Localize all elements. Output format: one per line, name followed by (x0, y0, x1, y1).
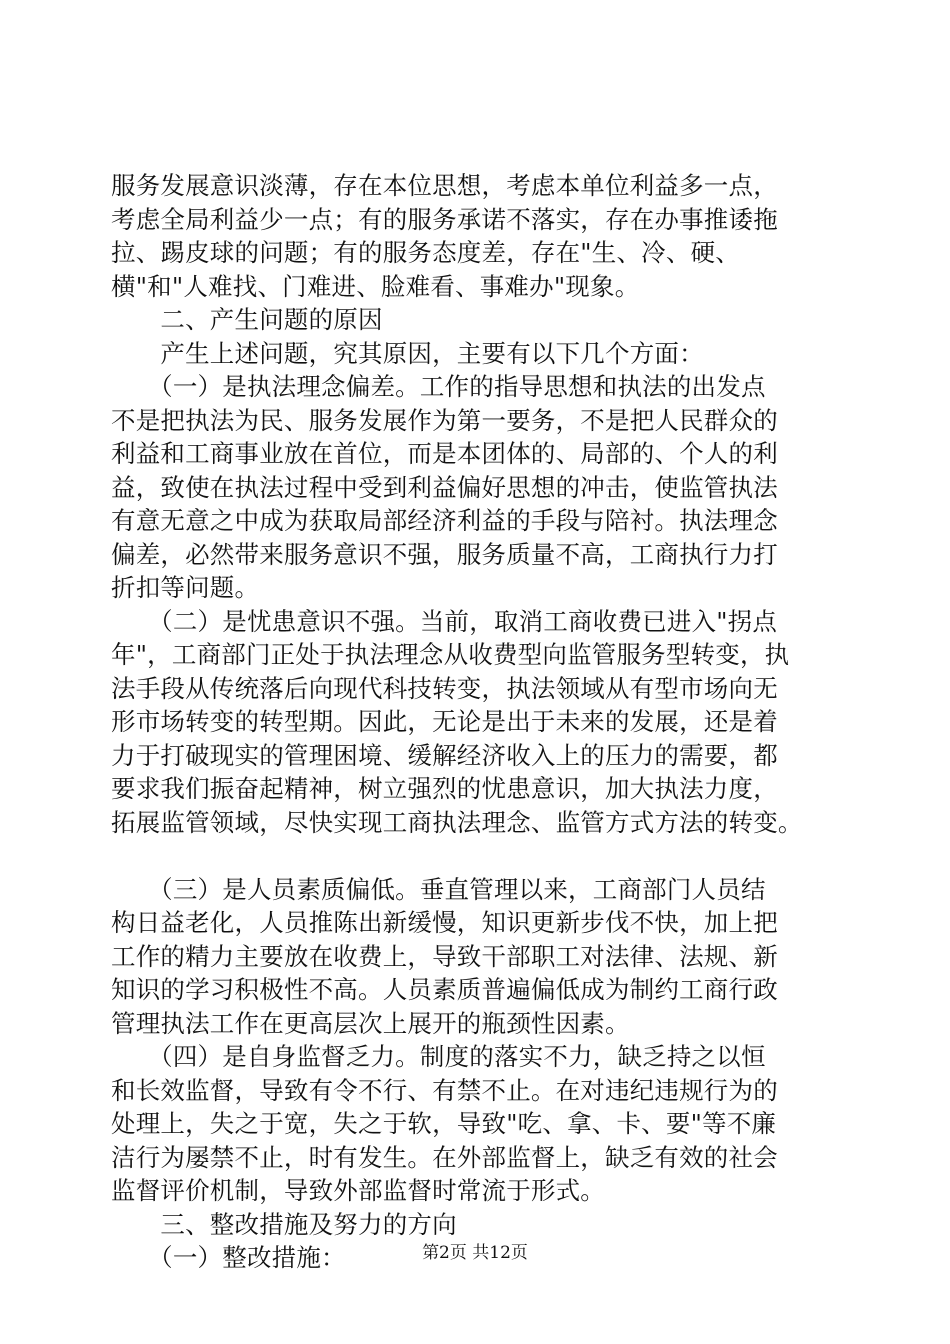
section-heading: 三、整改措施及努力的方向 (111, 1209, 457, 1239)
text-line: 形市场转变的转型期。因此，无论是出于未来的发展，还是着 (111, 707, 778, 736)
text-line: 折扣等问题。 (111, 573, 260, 602)
section-heading: 二、产生问题的原因 (111, 305, 383, 334)
text-line: 处理上，失之于宽，失之于软，导致"吃、拿、卡、要"等不廉 (111, 1109, 777, 1138)
subsection-heading: （一）整改措施： (111, 1243, 346, 1272)
blank-line (111, 839, 841, 873)
text-line: 法手段从传统落后向现代科技转变，执法领域从有型市场向无 (111, 673, 778, 703)
text-line: 监督评价机制，导致外部监督时常流于形式。 (111, 1176, 605, 1205)
text-line: 工作的精力主要放在收费上，导致干部职工对法律、法规、新 (111, 941, 778, 971)
text-line: 不是把执法为民、服务发展作为第一要务，不是把人民群众的 (111, 405, 778, 435)
text-line: 和长效监督，导致有令不行、有禁不止。在对违纪违规行为的 (111, 1075, 778, 1105)
text-line: 利益和工商事业放在首位，而是本团体的、局部的、个人的利 (111, 439, 778, 468)
text-line: 洁行为屡禁不止，时有发生。在外部监督上，缺乏有效的社会 (111, 1142, 778, 1172)
text-line: 知识的学习积极性不高。人员素质普遍偏低成为制约工商行政 (111, 975, 778, 1004)
text-line: 服务发展意识淡薄，存在本位思想，考虑本单位利益多一点， (111, 171, 778, 200)
text-line: 考虑全局利益少一点；有的服务承诺不落实，存在办事推诿拖 (111, 204, 778, 234)
text-line: 力于打破现实的管理困境、缓解经济收入上的压力的需要，都 (111, 740, 778, 770)
text-line: （一）是执法理念偏差。工作的指导思想和执法的出发点 (111, 372, 766, 401)
text-line: 横"和"人难找、门难进、脸难看、事难办"现象。 (111, 271, 640, 301)
text-line: 拓展监管领域，尽快实现工商执法理念、监管方式方法的转变。 (111, 807, 803, 837)
text-line: （三）是人员素质偏低。垂直管理以来，工商部门人员结 (111, 874, 766, 904)
text-line: （二）是忧患意识不强。当前，取消工商收费已进入"拐点 (111, 606, 778, 636)
document-body (111, 169, 841, 1275)
text-line: 要求我们振奋起精神，树立强烈的忧患意识，加大执法力度， (111, 774, 778, 803)
page-footer (0, 1242, 950, 1264)
text-line: 偏差，必然带来服务意识不强，服务质量不高，工商执行力打 (111, 539, 778, 569)
text-line: 益，致使在执法过程中受到利益偏好思想的冲击，使监管执法 (111, 472, 778, 502)
text-line: 产生上述问题，究其原因，主要有以下几个方面： (111, 338, 704, 368)
text-line: 拉、踢皮球的问题；有的服务态度差，存在"生、冷、硬、 (111, 238, 740, 267)
text-line: 构日益老化，人员推陈出新缓慢，知识更新步伐不快，加上把 (111, 908, 778, 937)
text-line: 有意无意之中成为获取局部经济利益的手段与陪衬。执法理念 (111, 506, 778, 535)
text-line: 年"，工商部门正处于执法理念从收费型向监管服务型转变，执 (111, 640, 790, 669)
text-line: 管理执法工作在更高层次上展开的瓶颈性因素。 (111, 1008, 630, 1038)
page-number-label: 第2页 共12页 (422, 1243, 528, 1263)
text-line: （四）是自身监督乏力。制度的落实不力，缺乏持之以恒 (111, 1042, 766, 1071)
